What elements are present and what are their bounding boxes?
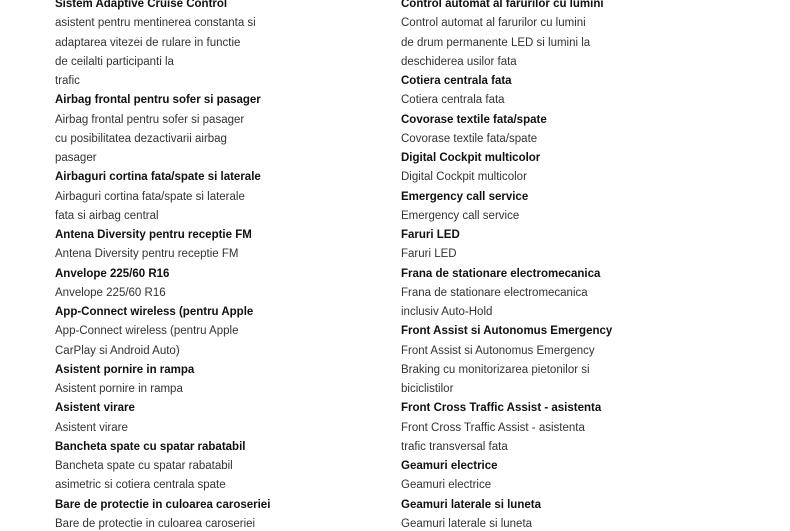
feature-title: Bancheta spate cu spatar rabatabil — [55, 440, 246, 453]
feature-description: Covorase textile fata/spate — [401, 132, 538, 145]
feature-title: Front Cross Traffic Assist - asistenta — [401, 402, 602, 415]
feature-title: Antena Diversity pentru receptie FM — [55, 229, 252, 241]
feature-title: Geamuri electrice — [401, 460, 498, 472]
feature-title: Asistent virare — [55, 402, 135, 415]
feature-description: deschiderea usilor fata — [401, 55, 517, 68]
feature-title: Control automat al farurilor cu lumini — [401, 0, 604, 10]
feature-title: Faruri LED — [401, 229, 460, 241]
feature-title: Frana de stationare electromecanica — [401, 267, 601, 280]
feature-title: Airbaguri cortina fata/spate si laterale — [55, 171, 261, 184]
feature-description: cu posibilitatea dezactivarii airbag — [55, 132, 227, 145]
feature-description: Geamuri laterale si luneta — [401, 517, 533, 530]
feature-title: Digital Cockpit multicolor — [401, 152, 541, 164]
feature-description: trafic transversal fata — [401, 440, 508, 453]
feature-description: asistent pentru mentinerea constanta si — [55, 17, 256, 30]
feature-title: App-Connect wireless (pentru Apple — [55, 306, 254, 318]
feature-description: CarPlay si Android Auto) — [55, 344, 180, 357]
feature-description: Asistent virare — [55, 421, 128, 434]
feature-description: fata si airbag central — [55, 209, 159, 222]
feature-description: Emergency call service — [401, 209, 520, 222]
feature-description: Control automat al farurilor cu lumini — [401, 17, 586, 30]
feature-description: Frana de stationare electromecanica — [401, 286, 588, 299]
feature-description: Asistent pornire in rampa — [55, 383, 183, 395]
feature-description: Antena Diversity pentru receptie FM — [55, 248, 239, 261]
feature-description: Digital Cockpit multicolor — [401, 171, 527, 184]
feature-description: Front Cross Traffic Assist - asistenta — [401, 421, 585, 434]
feature-title: Asistent pornire in rampa — [55, 363, 195, 376]
feature-description: Anvelope 225/60 R16 — [55, 286, 166, 299]
feature-description: de drum permanente LED si lumini la — [401, 36, 591, 49]
feature-description: pasager — [55, 152, 97, 164]
feature-description: Geamuri electrice — [401, 479, 492, 492]
feature-description: App-Connect wireless (pentru Apple — [55, 325, 239, 338]
feature-description: asimetric si cotiera centrala spate — [55, 479, 226, 492]
feature-description: Braking cu monitorizarea pietonilor si — [401, 363, 590, 376]
feature-description: Bancheta spate cu spatar rabatabil — [55, 460, 233, 472]
feature-title: Geamuri laterale si luneta — [401, 498, 541, 511]
feature-title: Front Assist si Autonomus Emergency — [401, 325, 613, 338]
feature-description: de ceilalti participanti la — [55, 55, 174, 68]
feature-description: inclusiv Auto-Hold — [401, 306, 493, 318]
feature-title: Sistem Adaptive Cruise Control — [55, 0, 228, 10]
feature-title: Cotiera centrala fata — [401, 75, 512, 87]
feature-description: Airbaguri cortina fata/spate si laterale — [55, 190, 245, 203]
feature-title: Anvelope 225/60 R16 — [55, 267, 170, 280]
feature-description: Bare de protectie in culoarea caroseriei — [55, 517, 256, 530]
feature-description: Cotiera centrala fata — [401, 94, 505, 107]
feature-description: Faruri LED — [401, 248, 457, 261]
feature-description: Airbag frontal pentru sofer si pasager — [55, 113, 245, 126]
feature-title: Covorase textile fata/spate — [401, 113, 547, 126]
feature-description: biciclistilor — [401, 383, 454, 395]
feature-description: trafic — [55, 75, 80, 87]
feature-description: Front Assist si Autonomus Emergency — [401, 344, 595, 357]
feature-title: Emergency call service — [401, 190, 529, 203]
feature-description: adaptarea vitezei de rulare in functie — [55, 36, 241, 49]
feature-title: Bare de protectie in culoarea caroseriei — [55, 498, 271, 511]
feature-title: Airbag frontal pentru sofer si pasager — [55, 94, 261, 107]
